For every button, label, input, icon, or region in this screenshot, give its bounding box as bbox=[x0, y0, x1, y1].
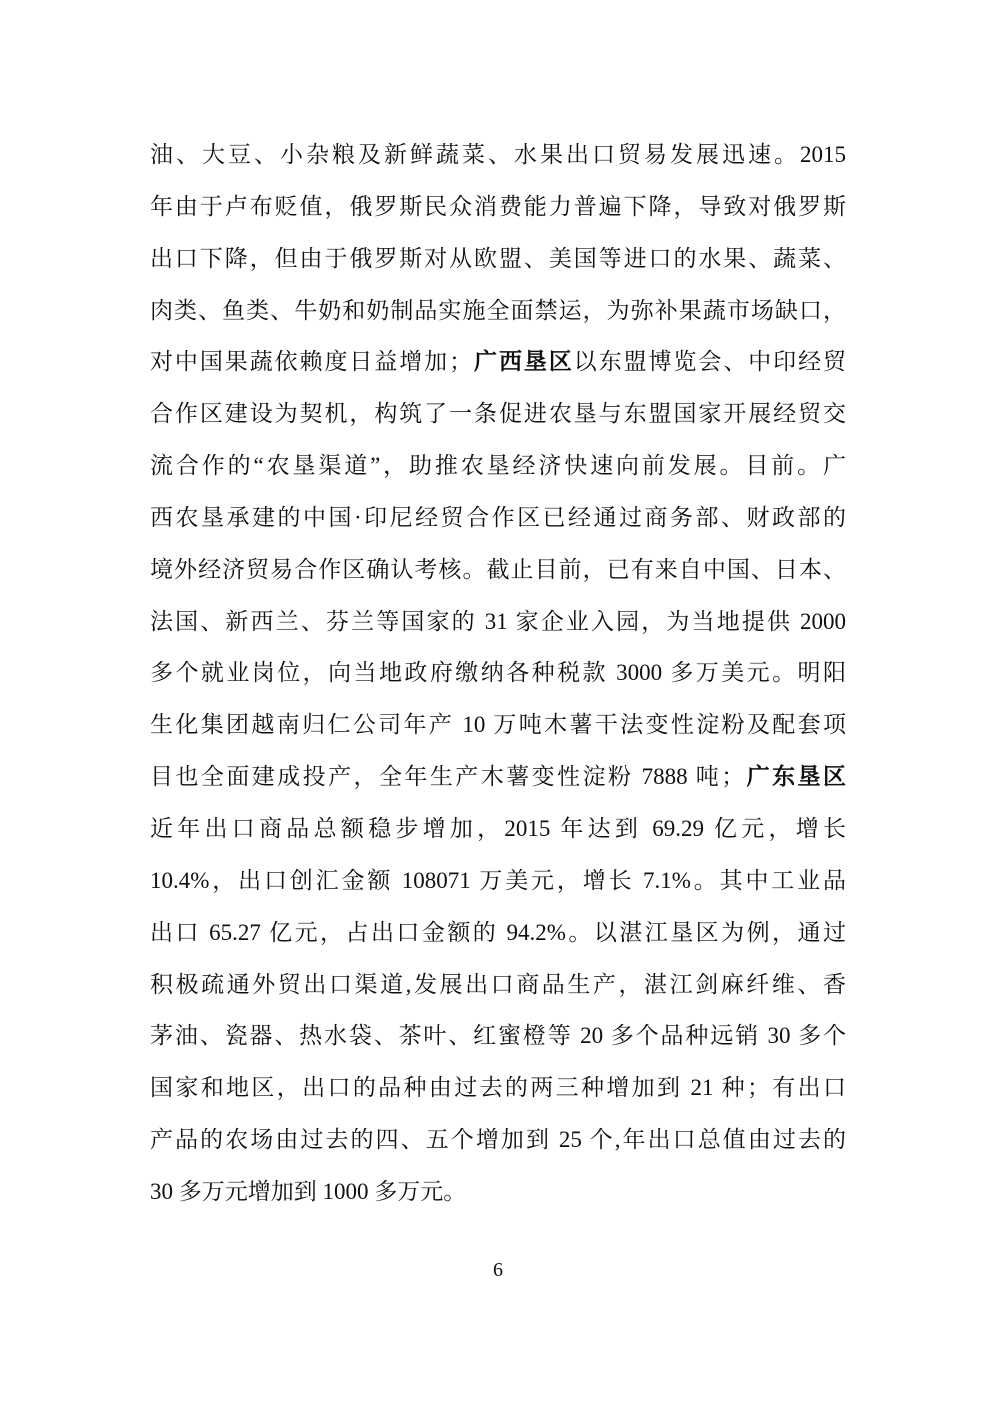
text-line: 出口 65.27 亿元，占出口金额的 94.2%。以湛江垦区为例，通过 bbox=[150, 919, 846, 945]
text-line: 生化集团越南归仁公司年产 10 万吨木薯干法变性淀粉及配套项 bbox=[150, 712, 846, 738]
text-segment: 目也全面建成投产，全年生产木薯变性淀粉 7888 吨； bbox=[150, 764, 745, 790]
text-line: 油、大豆、小杂粮及新鲜蔬菜、水果出口贸易发展迅速。2015 bbox=[150, 142, 846, 167]
text-line: 10.4%，出口创汇金额 108071 万美元，增长 7.1%。其中工业品 bbox=[150, 867, 846, 893]
text-line bbox=[150, 751, 846, 803]
text-line: 肉类、鱼类、牛奶和奶制品实施全面禁运，为弥补果蔬市场缺口， bbox=[150, 297, 846, 323]
text-segment: 对中国果蔬依赖度日益增加； bbox=[150, 349, 473, 375]
text-line: 茅油、瓷器、热水袋、茶叶、红蜜橙等 20 多个品种远销 30 多个 bbox=[150, 1023, 846, 1049]
text-line: 西农垦承建的中国·印尼经贸合作区已经通过商务部、财政部的 bbox=[150, 504, 846, 530]
text-line: 法国、新西兰、芬兰等国家的 31 家企业入园，为当地提供 2000 bbox=[150, 608, 846, 634]
text-segment: 以东盟博览会、中印经贸 bbox=[573, 349, 846, 375]
text-line: 近年出口商品总额稳步增加，2015 年达到 69.29 亿元，增长 bbox=[150, 815, 846, 841]
text-line: 国家和地区，出口的品种由过去的两三种增加到 21 种；有出口 bbox=[150, 1075, 846, 1101]
text-segment-bold-region-guangdong: 广东垦区 bbox=[744, 764, 846, 790]
page-number: 6 bbox=[493, 1259, 503, 1281]
text-line: 境外经济贸易合作区确认考核。截止目前，已有来自中国、日本、 bbox=[150, 556, 846, 582]
text-line: 产品的农场由过去的四、五个增加到 25 个,年出口总值由过去的 bbox=[150, 1127, 846, 1153]
text-line bbox=[150, 336, 846, 388]
text-line: 流合作的“农垦渠道”，助推农垦经济快速向前发展。目前。广 bbox=[150, 453, 846, 479]
body-paragraph bbox=[150, 129, 846, 1218]
text-line: 出口下降，但由于俄罗斯对从欧盟、美国等进口的水果、蔬菜、 bbox=[150, 245, 846, 271]
text-line: 积极疏通外贸出口渠道,发展出口商品生产，湛江剑麻纤维、香 bbox=[150, 971, 846, 997]
text-line: 多个就业岗位，向当地政府缴纳各种税款 3000 多万美元。明阳 bbox=[150, 660, 846, 686]
text-line: 30 多万元增加到 1000 多万元。 bbox=[150, 1178, 467, 1204]
text-segment-bold-region-guangxi: 广西垦区 bbox=[472, 349, 574, 375]
text-line: 年由于卢布贬值，俄罗斯民众消费能力普遍下降，导致对俄罗斯 bbox=[150, 193, 846, 219]
text-line: 合作区建设为契机，构筑了一条促进农垦与东盟国家开展经贸交 bbox=[150, 401, 846, 427]
